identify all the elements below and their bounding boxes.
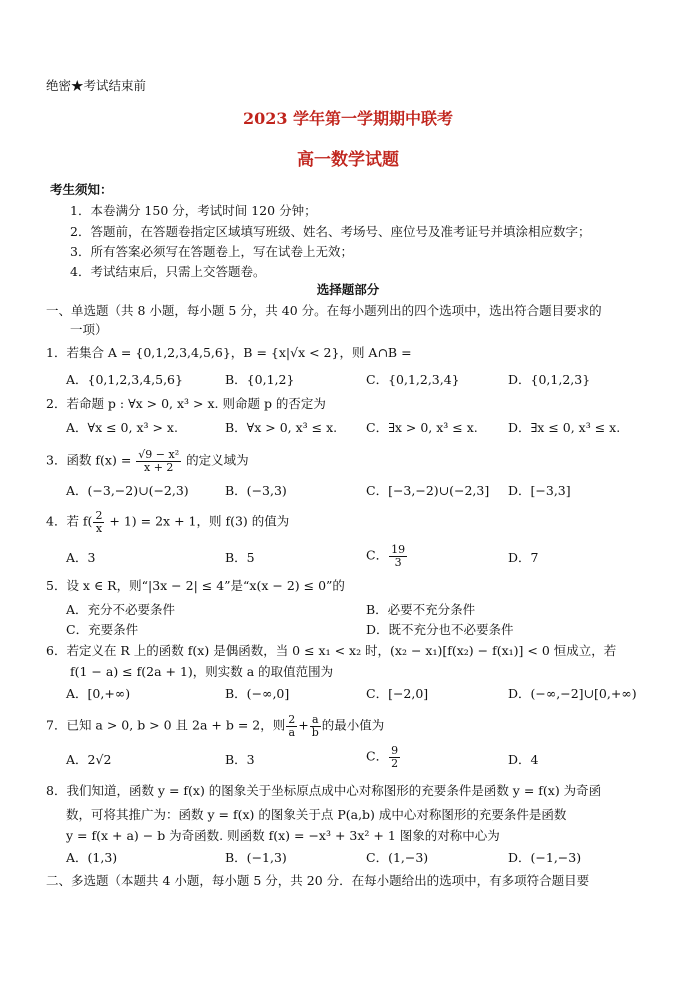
- q4-option-c-fraction: [389, 544, 407, 568]
- q7-option-c-numerator: 9: [391, 744, 399, 757]
- q4-fraction: [93, 510, 104, 534]
- q8-option-a: A．(1,3): [66, 850, 118, 865]
- q5-option-b: B．必要不充分条件: [366, 602, 476, 617]
- q4-denominator: x: [95, 521, 103, 535]
- q2-option-c: C．∃x > 0, x³ ≤ x.: [366, 420, 478, 435]
- q8-option-b: B．(−1,3): [225, 850, 287, 865]
- q4-option-a: A．3: [66, 550, 96, 565]
- q2-option-a: A．∀x ≤ 0, x³ > x.: [66, 420, 178, 435]
- q8-option-d: D．(−1,−3): [508, 850, 582, 865]
- question-6-line2: f(1 − a) ≤ f(2a + 1)，则实数 a 的取值范围为: [70, 664, 334, 679]
- q7-option-c-fraction: [389, 745, 400, 769]
- exam-subtitle: 高一数学试题: [297, 150, 399, 170]
- q1-option-d: D．{0,1,2,3}: [508, 372, 591, 387]
- q3-option-b: B．(−3,3): [225, 483, 287, 498]
- q6-option-a: A．[0,+∞): [66, 686, 131, 701]
- question-8-line2: 数，可将其推广为：函数 y = f(x) 的图象关于点 P(a,b) 成中心对称图形的充要条件是函数: [66, 807, 567, 822]
- q7-option-a: A．2√2: [66, 752, 112, 767]
- q6-option-c: C．[−2,0]: [366, 686, 429, 701]
- q5-option-d: D．既不充分也不必要条件: [366, 622, 514, 637]
- question-2-stem: 2．若命题 p : ∀x > 0, x³ > x. 则命题 p 的否定为: [46, 396, 326, 411]
- q2-option-d: D．∃x ≤ 0, x³ ≤ x.: [508, 420, 621, 435]
- q7-stem-pre: 7．已知 a > 0, b > 0 且 2a + b = 2，则: [46, 717, 286, 733]
- question-7-stem: [46, 714, 384, 738]
- exam-title: 2023 学年第一学期期中联考: [242, 109, 454, 128]
- q3-denominator: x + 2: [144, 460, 174, 474]
- q7-fraction-2: [310, 714, 321, 738]
- section1-instruction-cont: 一项）: [70, 322, 108, 337]
- question-5-stem: 5．设 x ∈ R，则“|3x − 2| ≤ 4”是“x(x − 2) ≤ 0”的: [46, 578, 345, 593]
- q4-option-c: [366, 544, 408, 568]
- q5-option-c: C．充要条件: [66, 622, 139, 637]
- question-1-stem: 1．若集合 A = {0,1,2,3,4,5,6}，B = {x|√x < 2}，则 A∩B =: [46, 345, 412, 360]
- q6-option-d: D．(−∞,−2]∪[0,+∞): [508, 686, 637, 701]
- q3-stem-pre: 3．函数 f(x) =: [46, 452, 132, 468]
- question-8-line3: y = f(x + a) − b 为奇函数. 则函数 f(x) = −x³ + 3x² + 1 图象的对称中心为: [66, 828, 500, 843]
- q4-option-c-numerator: 19: [391, 543, 406, 556]
- q3-option-c: C．[−3,−2)∪(−2,3]: [366, 483, 490, 498]
- q7-fraction-1: [286, 714, 297, 738]
- question-8-line1: 8．我们知道，函数 y = f(x) 的图象关于坐标原点成中心对称图形的充要条件是函数 y = f(x) 为奇函: [46, 783, 602, 798]
- notice-item: 4．考试结束后，只需上交答题卷。: [70, 264, 266, 279]
- q3-option-d: D．[−3,3]: [508, 483, 571, 498]
- notice-item: 3．所有答案必须写在答题卷上，写在试卷上无效；: [70, 244, 353, 259]
- section1-instruction: 一、单选题（共 8 小题，每小题 5 分，共 40 分。在每小题列出的四个选项中，选出符合题目要求的: [46, 303, 602, 318]
- q3-option-a: A．(−3,−2)∪(−2,3): [66, 483, 189, 498]
- q7-fraction-1-numerator: 2: [288, 713, 296, 726]
- notice-heading: 考生须知：: [50, 182, 113, 197]
- section2-instruction: 二、多选题（本题共 4 小题，每小题 5 分，共 20 分．在每小题给出的选项中，有多项符合题目要: [46, 873, 590, 888]
- question-4-stem: [46, 510, 289, 534]
- q5-option-a: A．充分不必要条件: [66, 602, 176, 617]
- q4-stem-post: + 1) = 2x + 1，则 f(3) 的值为: [105, 513, 290, 529]
- q4-option-c-label: C．: [366, 547, 389, 563]
- q4-option-d: D．7: [508, 550, 539, 565]
- q2-option-b: B．∀x > 0, x³ ≤ x.: [225, 420, 338, 435]
- part-title: 选择题部分: [316, 282, 380, 297]
- notice-item: 2．答题前，在答题卷指定区域填写班级、姓名、考场号、座位号及准考证号并填涂相应数字；: [70, 224, 591, 239]
- q7-fraction-2-denominator: b: [311, 725, 319, 739]
- q7-option-c-label: C．: [366, 748, 389, 764]
- q1-option-c: C．{0,1,2,3,4}: [366, 372, 460, 387]
- q1-option-b: B．{0,1,2}: [225, 372, 295, 387]
- q4-numerator: 2: [95, 509, 103, 522]
- q4-stem-pre: 4．若 f(: [46, 513, 93, 529]
- q7-plus: +: [298, 717, 309, 733]
- q7-fraction-1-denominator: a: [288, 725, 296, 739]
- q7-option-c: [366, 745, 401, 769]
- confidential-label: 绝密★考试结束前: [46, 78, 147, 93]
- q8-option-c: C．(1,−3): [366, 850, 429, 865]
- q6-option-b: B．(−∞,0]: [225, 686, 290, 701]
- notice-item: 1．本卷满分 150 分，考试时间 120 分钟；: [70, 203, 317, 218]
- q4-option-b: B．5: [225, 550, 255, 565]
- q7-option-b: B．3: [225, 752, 255, 767]
- q7-fraction-2-numerator: a: [310, 714, 321, 727]
- q4-option-c-denominator: 3: [394, 555, 402, 569]
- question-6-line1: 6．若定义在 R 上的函数 f(x) 是偶函数，当 0 ≤ x₁ < x₂ 时，(x₂ − x₁)[f(x₂) − f(x₁)] < 0 恒成立，若: [46, 643, 617, 658]
- q3-fraction: [136, 449, 181, 473]
- q7-stem-post: 的最小值为: [321, 717, 385, 733]
- q1-option-a: A．{0,1,2,3,4,5,6}: [66, 372, 183, 387]
- q3-stem-post: 的定义域为: [186, 452, 249, 468]
- q3-numerator: √9 − x²: [138, 448, 180, 461]
- question-3-stem: [46, 449, 249, 473]
- q7-option-d: D．4: [508, 752, 539, 767]
- q7-option-c-denominator: 2: [391, 756, 399, 770]
